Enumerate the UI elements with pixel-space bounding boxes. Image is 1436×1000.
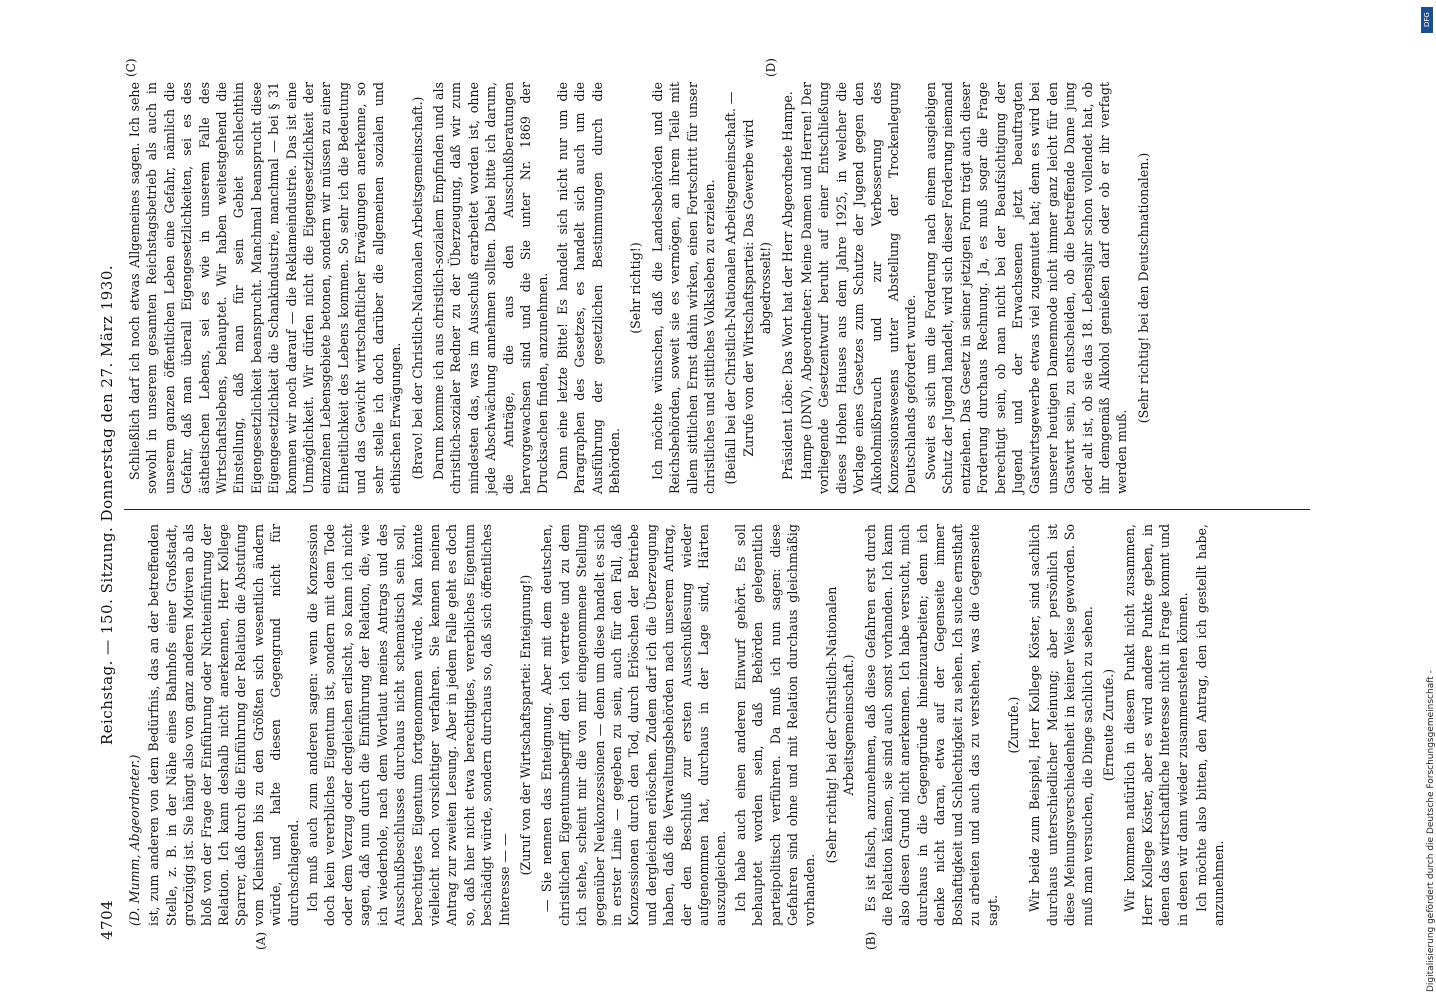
paragraph: Ich möchte wünschen, daß die Landesbehörden und die Reichsbehörden, soweit sie es vermögen, an ihrem Teile mit allem sittlichen Ernst dahin wirken, einen Fortschritt für unser christliches und sittliches Volksleben zu erzielen. (649, 82, 717, 494)
paragraph: Wir kommen natürlich in diesem Punkt nicht zusammen, Herr Kollege Köster, aber es wird andere Punkte geben, in denen das wirtschaftliche Interesse nicht in Frage kommt und in denen wir dann wieder zusammenstehen können. (1122, 524, 1190, 926)
margin-marker-d: (D) (764, 58, 778, 77)
margin-marker-c: (C) (124, 58, 138, 77)
page-number: 4704 (98, 899, 116, 940)
paragraph: Ich habe auch einen anderen Einwurf gehört. Es soll behauptet worden sein, daß Behörden gelegentlich parteipolitisch verführen. Da muß ich nun sagen: diese Gefahren sind ohne und mit Relation durchaus gleichmäßig vorhanden. (732, 524, 818, 926)
paragraph: Ich möchte also bitten, den Antrag, den ich gestellt habe, anzunehmen. (1193, 524, 1227, 926)
left-column (126, 524, 1230, 926)
document-page (84, 50, 1318, 950)
running-header (92, 70, 122, 940)
running-head-title: Reichstag. — 150. Sitzung. Donnerstag den 27. März 1930. (98, 264, 116, 746)
paragraph: Darum komme ich aus christlich-sozialem Empfinden und als christlich-sozialer Redner zu der Überzeugung, daß wir zum mindesten das, was im Ausschuß erarbeitet worden ist, ohne jede Abschwächung annehmen sollten. Dabei bitte ich darum, die Anträge, die aus den Ausschußberatungen hervorgewachsen sind und die Sie unter Nr. 1869 der Drucksachen finden, anzunehmen. (430, 82, 551, 494)
interjection: (Beifall bei der Christlich-Nationalen Arbeitsgemeinschaft. — Zurufe von der Wirtschaftspartei: Das Gewerbe wird abgedrosselt!) (723, 91, 774, 485)
paragraph: Schließlich darf ich noch etwas Allgemeines sagen. Ich sehe sowohl in unserem gesamten Reichstagsbetrieb als auch in unserem ganzen öffentlichen Leben eine Gefahr, nämlich die Gefahr, daß man überall Eigengesetzlichkeiten, sei es des ästhetischen Lebens, sei es wie in unserem Falle des Wirtschaftslebens, behauptet. Wir haben weitestgehend die Einstellung, daß man für sein Gebiet schlechthin Eigengesetzlichkeit beansprucht. Manchmal beansprucht diese Eigengesetzlichkeit die Schankindustrie, manchmal — bei § 31 kommen wir noch darauf — die Reklameindustrie. Das ist eine Unmöglichkeit. Wir dürfen nicht die Eigengesetzlichkeit der einzelnen Lebensgebiete betonen, sondern wir müssen zu einer Einheitlichkeit des Lebens kommen. So sehr ich die Bedeutung und das Gewicht wirtschaftlicher Erwägungen anerkenne, so sehr stelle ich doch darüber die allgemeinen sozialen und ethischen Erwägungen. (127, 82, 404, 494)
margin-marker-b: (B) (864, 931, 878, 950)
paragraph: Soweit es sich um die Forderung nach einem ausgiebigen Schutz der Jugend handelt, wird sich dieser Forderung niemand entziehen. Das Gesetz in seiner jetzigen Form trägt auch dieser Forderung durchaus Rechnung. Ja, es muß sogar die Frage berechtigt sein, ob man nicht bei der Beaufsichtigung der Jugend und der Erwachsenen jetzt beauftragten Gastwirtsgewerbe etwas viel zugemutet hat; denn es wird bei unserer heutigen Damenmode nicht immer ganz leicht für den Gastwirt sein, zu entscheiden, ob die betreffende Dame jung oder alt ist, ob sie das 18. Lebensjahr schon vollendet hat, ob ihr demgemäß Alkohol genießen darf oder ob er ihr verfagt werden muß. (922, 82, 1130, 494)
interjection: (Sehr richtig!) (628, 242, 644, 334)
interjection: (Sehr richtig! bei der Christlich-Nationalen Arbeitsgemeinschaft.) (823, 586, 857, 864)
speaker-continuation: (D. Mumm, Abgeordneter.) (127, 754, 142, 926)
paragraph: Ich muß auch zum anderen sagen: wenn die Konzession doch kein vererbliches Eigentum ist, sondern mit dem Tode oder dem Verzug oder dergleichen erlischt, so kann ich nicht sagen, daß nun durch die Einführung der Relation, die, wie ich wiederhole, nach dem Wortlaut meines Antrags und des Ausschußbeschlusses durchaus nicht schematisch sein soll, berechtigtes Eigentum fortgenommen würde. Man könnte vielleicht noch vorsichtiger verfahren. Sie kennen meinen Antrag zur zweiten Lesung. Aber in jedem Falle geht es doch so, daß hier nicht etwa berechtigtes, vererbliches Eigentum beschädigt würde, sondern durchaus so, daß sich öffentliches Interesse — — (305, 524, 512, 926)
president-statement: Präsident Löbe: Das Wort hat der Herr Abgeordnete Hampe. (779, 91, 795, 480)
paragraph: Wir beide zum Beispiel, Herr Kollege Köster, sind sachlich durchaus unterschiedlicher Meinung; aber persönlich ist diese Meinungsverschiedenheit in keiner Weise geworden. So muß man versuchen, die Dinge sachlich zu sehen. (1027, 524, 1095, 926)
paragraph: Hampe (DNV), Abgeordneter: Meine Damen und Herren! Der vorliegende Gesetzentwurf beruht auf einer Entschließung dieses Hohen Hauses aus dem Jahre 1925, in welcher die Vorlage eines Gesetzes zum Schutze der Jugend gegen den Alkoholmißbrauch und zur Verbesserung des Konzessionswesens unter Abstellung der Trockenlegung Deutschlands gefordert wurde. (799, 82, 919, 494)
right-column (126, 82, 1156, 494)
paragraph: ist, zum anderen von dem Bedürfnis, das an der betreffenden Stelle, z. B. in der Nähe eines Bahnhofs einer Großstadt, grotzügig ist. Sie hängt also von ganz anderen Motiven ab als bloß von der Frage der Einführung oder Nichteinführung der Relation. Ich kann deshalb nicht anerkennen, Herr Kollege Sparrer, daß durch die Einführung der Relation die Abstufung vom Kleinsten bis zu den Größten sich wesentlich ändern würde, und halte diesen Gegengrund nicht für durchschlagend. (146, 524, 301, 926)
paragraph: Dann eine letzte Bitte! Es handelt sich nicht nur um die Paragraphen des Gesetzes, es handelt sich auch um die Ausführung der gesetzlichen Bestimmungen durch die Behörden. (554, 82, 622, 494)
interjection: (Zuruf von der Wirtschaftspartei: Enteignung!) (517, 574, 533, 876)
interjection: (Bravo! bei der Christlich-Nationalen Arbeitsgemeinschaft.) (409, 96, 425, 480)
dfg-logo: DFG (1421, 7, 1433, 33)
margin-marker-a: (A) (254, 931, 268, 950)
column-divider (124, 509, 1310, 510)
paragraph: Es ist falsch, anzunehmen, daß diese Gefahren erst durch die Relation kämen, sie sind auch sonst vorhanden. Ich kann also diesen Grund nicht anerkennen. Ich habe versucht, mich durchaus in die Gegengründe hineinzuarbeiten; denn ich denke nicht daran, etwa auf der Gegenseite immer Boshaftigkeit und Schlechtigkeit zu sehen. Ich suche ernsthaft zu arbeiten und auch das zu verstehen, was die Gegenseite sagt. (862, 524, 1000, 926)
interjection: (Erneute Zurufe.) (1100, 668, 1116, 782)
attribution-text: Digitalisierung gefördert durch die Deutsche Forschungsgemeinschaft - (1426, 670, 1436, 992)
digitization-attribution (1416, 8, 1436, 992)
interjection: (Sehr richtig! bei den Deutschnationalen.) (1135, 152, 1151, 424)
interjection: (Zurufe.) (1005, 696, 1021, 754)
paragraph: — Sie nennen das Enteignung. Aber mit dem deutschen, christlichen Eigentumsbegriff, den ich vertrete und zu dem ich stehe, scheint mir die von mir eingenommene Stellung gegenüber Neukonzessionen — denn um diese handelt es sich in erster Linie — gegeben zu sein, auch für den Fall, daß Konzessionen durch den Tod, durch Erlöschen der Betriebe und dergleichen erlöschen. Zudem darf ich die Überzeugung haben, daß die Verwaltungsbehörden nach unserem Antrag, der den Beschluß zur ersten Ausschußlesung wieder aufgenommen hat, durchaus in der Lage sind, Härten auszugleichen. (539, 524, 729, 926)
